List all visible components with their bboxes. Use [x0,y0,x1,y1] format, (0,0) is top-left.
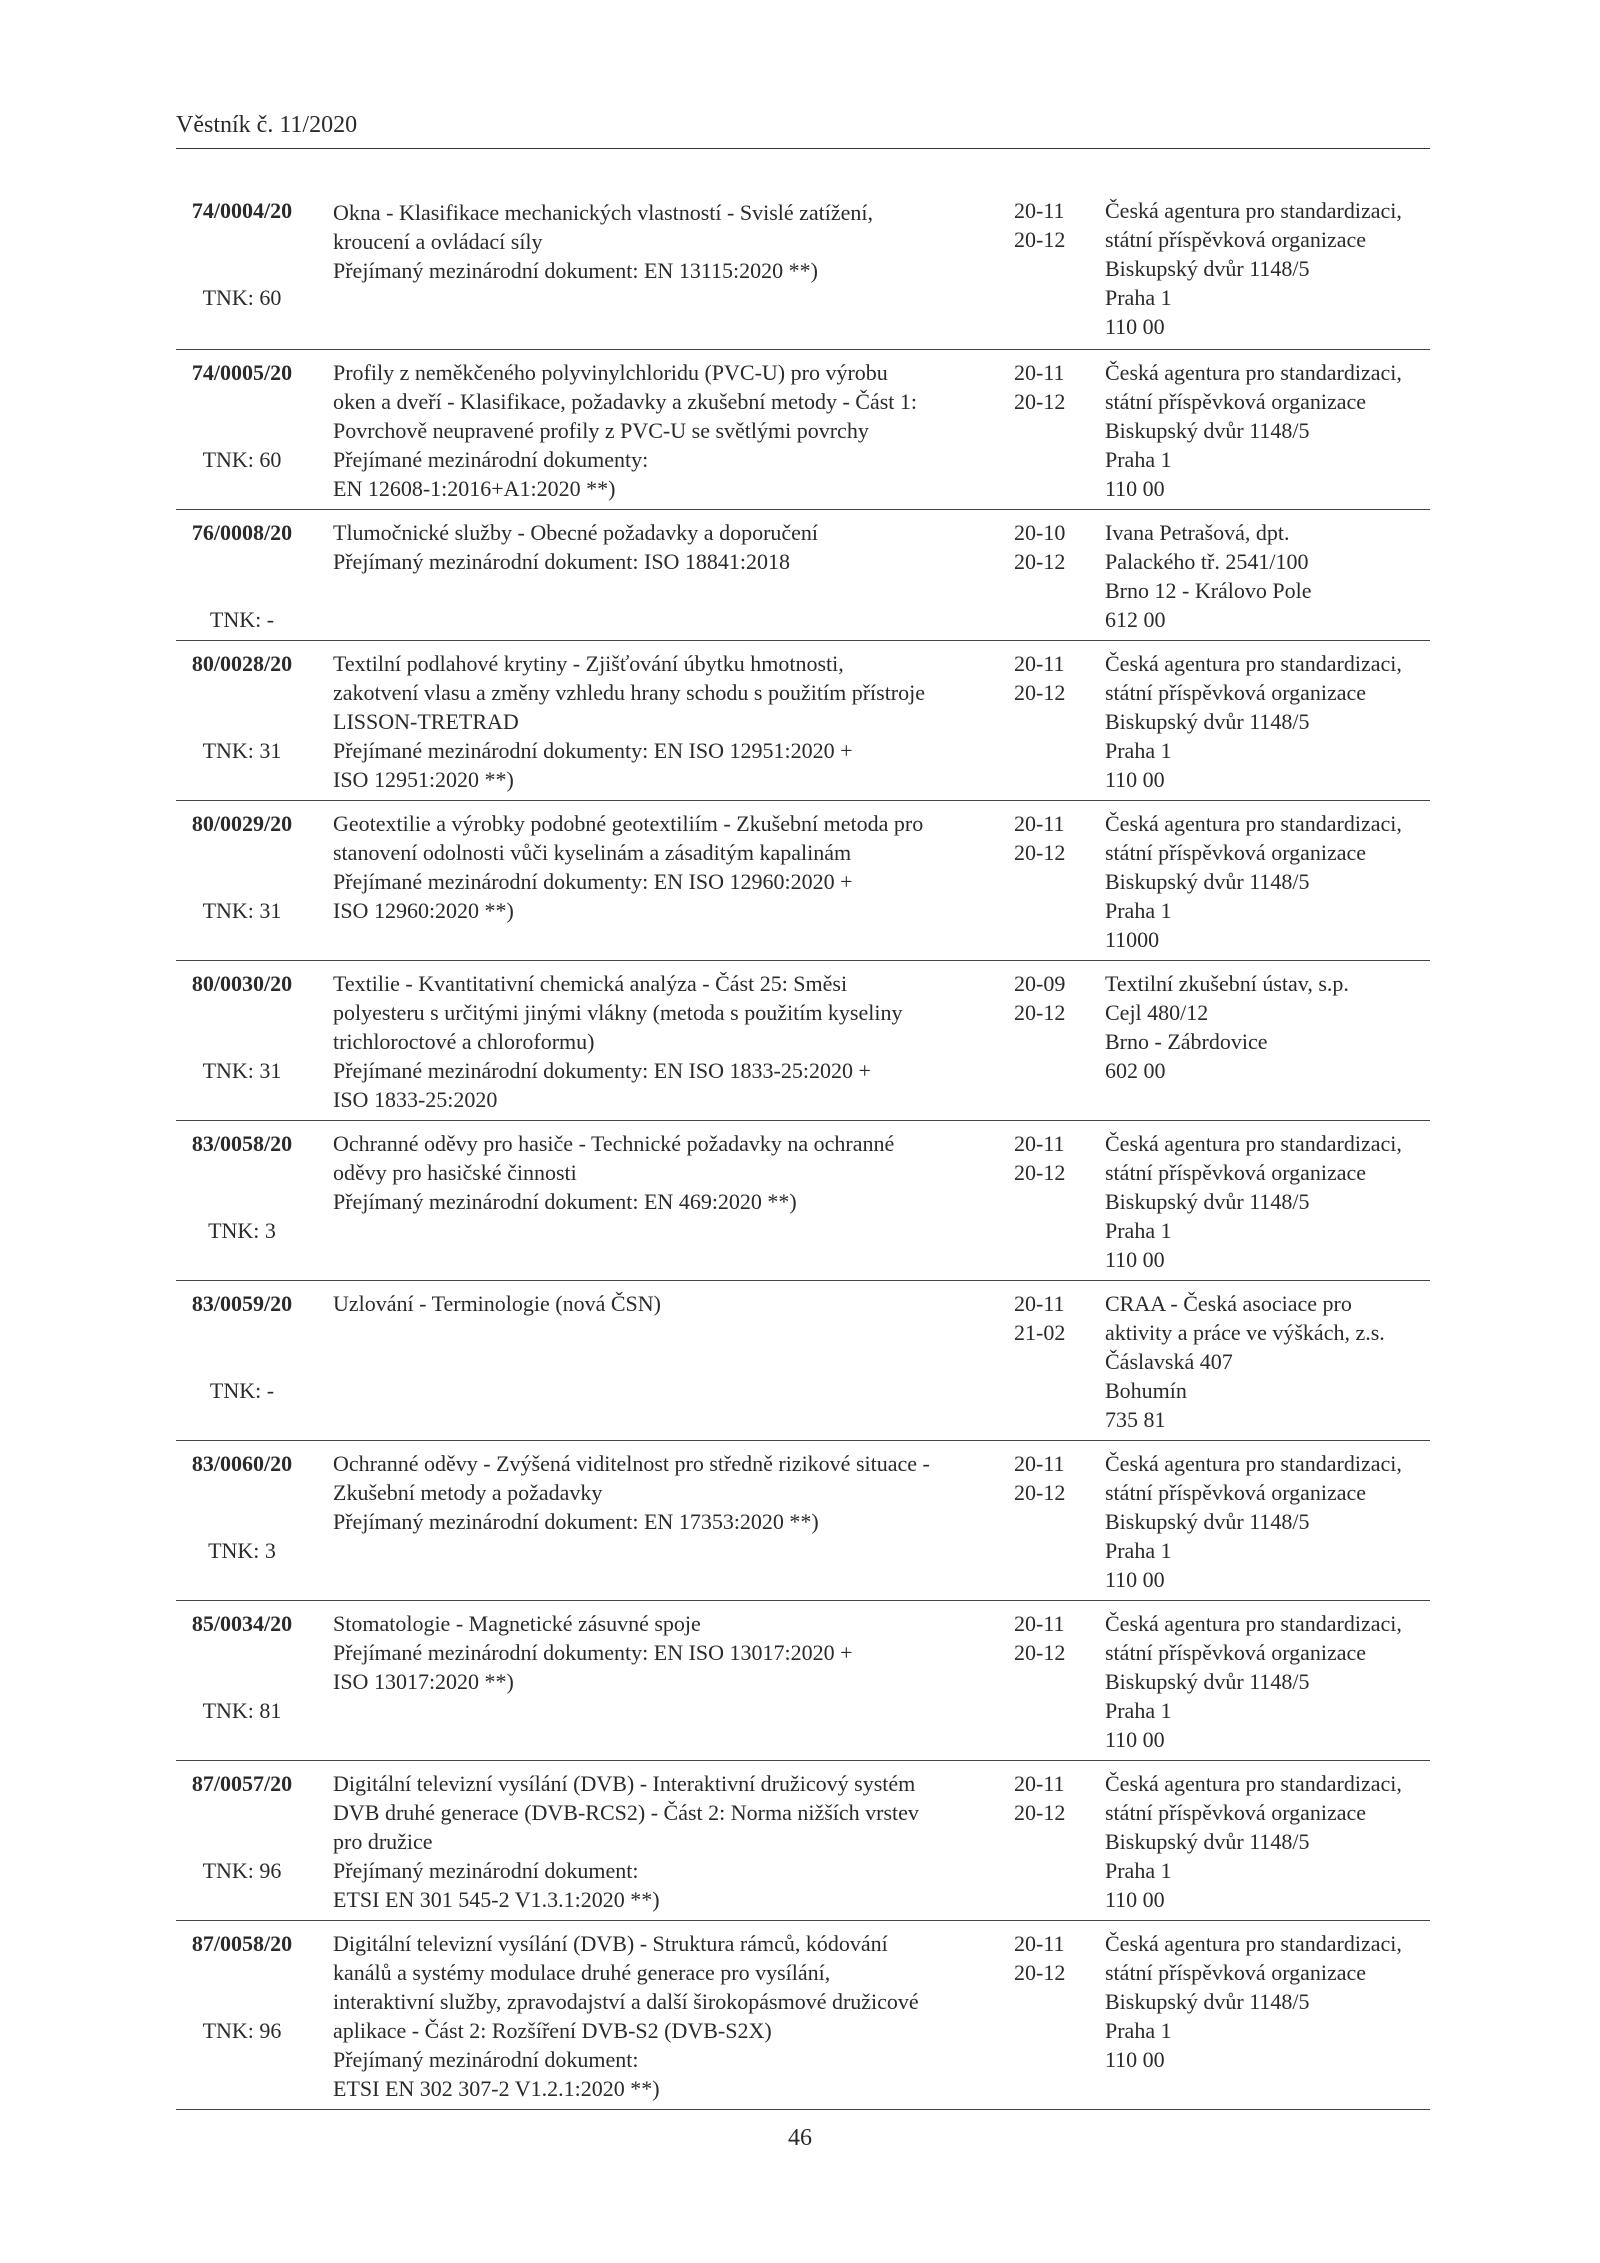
standard-id-cell [176,1769,308,1883]
standard-code: 83/0059/20 [191,1291,293,1316]
tnk-label: TNK: 31 [202,898,282,923]
address-line: Brno 12 - Královo Pole [1105,578,1312,603]
description-line: Přejímaný mezinárodní dokument: ISO 18841:2018 [333,549,791,574]
standard-description [333,1769,1023,1914]
journal-title: Věstník č. 11/2020 [176,112,358,138]
date-end: 20-12 [1014,389,1066,414]
description-line: polyesteru s určitými jinými vlákny (metoda s použitím kyseliny [333,1000,903,1025]
description-line: Uzlování - Terminologie (nová ČSN) [333,1291,661,1316]
standard-code: 76/0008/20 [191,520,293,545]
address-line: Biskupský dvůr 1148/5 [1105,1669,1310,1694]
tnk-label: TNK: 3 [208,1218,276,1243]
processor-address [1105,649,1435,794]
address-line: Praha 1 [1105,898,1172,923]
description-line: LISSON-TRETRAD [333,709,519,734]
address-line: Česká agentura pro standardizaci, [1105,651,1402,676]
table-row [176,1121,1430,1281]
standard-id-cell [176,649,308,763]
standard-code: 87/0058/20 [191,1931,293,1956]
tnk-label: TNK: 96 [202,1858,282,1883]
address-line: Biskupský dvůr 1148/5 [1105,1509,1310,1534]
date-start: 20-11 [1014,1771,1065,1796]
description-line: Geotextilie a výrobky podobné geotextiliím - Zkušební metoda pro [333,811,924,836]
processor-address [1105,1609,1435,1754]
date-start: 20-11 [1014,360,1065,385]
dates-cell [1014,1129,1094,1187]
date-start: 20-11 [1014,651,1065,676]
address-line: 11000 [1105,927,1160,952]
table-row [176,1761,1430,1921]
date-start: 20-11 [1014,1931,1065,1956]
address-line: Česká agentura pro standardizaci, [1105,1771,1402,1796]
tnk-label: TNK: 31 [202,738,282,763]
processor-address [1105,1289,1435,1434]
address-line: Biskupský dvůr 1148/5 [1105,1829,1310,1854]
page-number: 46 [788,2125,812,2151]
address-line: aktivity a práce ve výškách, z.s. [1105,1320,1385,1345]
dates-cell [1014,969,1094,1027]
standard-description [333,358,1023,503]
standard-id-cell [176,1929,308,2043]
tnk-label: TNK: 60 [202,285,282,310]
standard-code: 74/0004/20 [191,198,293,223]
description-line: ISO 1833-25:2020 [333,1087,498,1112]
description-line: Přejímaný mezinárodní dokument: EN 17353:2020 **) [333,1509,819,1534]
address-line: 612 00 [1105,607,1166,632]
address-line: Praha 1 [1105,285,1172,310]
date-end: 20-12 [1014,549,1066,574]
tnk-label: TNK: 3 [208,1538,276,1563]
processor-address [1105,809,1435,954]
dates-cell [1014,1289,1094,1347]
address-line: státní příspěvková organizace [1105,1960,1367,1985]
dates-cell [1014,1929,1094,1987]
date-end: 20-12 [1014,840,1066,865]
description-line: kanálů a systémy modulace druhé generace pro vysílání, [333,1960,831,1985]
standard-code: 74/0005/20 [191,360,293,385]
date-start: 20-11 [1014,1131,1065,1156]
date-end: 20-12 [1014,1800,1066,1825]
table-row [176,350,1430,510]
address-line: Čáslavská 407 [1105,1349,1233,1374]
description-line: Ochranné oděvy pro hasiče - Technické požadavky na ochranné [333,1131,895,1156]
description-line: aplikace - Část 2: Rozšíření DVB-S2 (DVB-S2X) [333,2018,772,2043]
processor-address [1105,1449,1435,1594]
address-line: Palackého tř. 2541/100 [1105,549,1309,574]
description-line: Přejímané mezinárodní dokumenty: [333,447,649,472]
processor-address [1105,1769,1435,1914]
description-line: Tlumočnické služby - Obecné požadavky a doporučení [333,520,819,545]
date-end: 20-12 [1014,1960,1066,1985]
address-line: Česká agentura pro standardizaci, [1105,1131,1402,1156]
standard-id-cell [176,196,308,310]
tnk-label: TNK: 81 [202,1698,282,1723]
description-line: interaktivní služby, zpravodajství a další širokopásmové družicové [333,1989,919,2014]
processor-address [1105,1929,1435,2074]
standard-description [333,969,1023,1114]
address-line: CRAA - Česká asociace pro [1105,1291,1352,1316]
description-line: ISO 12951:2020 **) [333,767,514,792]
date-start: 20-11 [1014,198,1065,223]
address-line: Biskupský dvůr 1148/5 [1105,418,1310,443]
standard-id-cell [176,1449,308,1563]
description-line: oken a dveří - Klasifikace, požadavky a zkušební metody - Část 1: [333,389,918,414]
dates-cell [1014,649,1094,707]
description-line: oděvy pro hasičské činnosti [333,1160,577,1185]
table-row [176,641,1430,801]
address-line: 735 81 [1105,1407,1166,1432]
address-line: státní příspěvková organizace [1105,227,1367,252]
address-line: 110 00 [1105,476,1165,501]
address-line: státní příspěvková organizace [1105,1160,1367,1185]
description-line: EN 12608-1:2016+A1:2020 **) [333,476,616,501]
table-row [176,1281,1430,1441]
dates-cell [1014,196,1094,254]
address-line: Biskupský dvůr 1148/5 [1105,709,1310,734]
dates-cell [1014,1769,1094,1827]
address-line: státní příspěvková organizace [1105,1800,1367,1825]
tnk-label: TNK: - [209,1378,275,1403]
description-line: Textilní podlahové krytiny - Zjišťování úbytku hmotnosti, [333,651,844,676]
table-row [176,1921,1430,2110]
table-row [176,1601,1430,1761]
standard-code: 87/0057/20 [191,1771,293,1796]
tnk-label: TNK: 96 [202,2018,282,2043]
description-line: Stomatologie - Magnetické zásuvné spoje [333,1611,701,1636]
description-line: DVB druhé generace (DVB-RCS2) - Část 2: Norma nižších vrstev [333,1800,919,1825]
processor-address [1105,969,1435,1085]
table-row [176,188,1430,350]
address-line: Česká agentura pro standardizaci, [1105,1611,1402,1636]
address-line: Ivana Petrašová, dpt. [1105,520,1290,545]
description-line: Digitální televizní vysílání (DVB) - Struktura rámců, kódování [333,1931,888,1956]
address-line: Cejl 480/12 [1105,1000,1209,1025]
processor-address [1105,1129,1435,1274]
description-line: pro družice [333,1829,433,1854]
standards-table [176,188,1430,2110]
dates-cell [1014,358,1094,416]
description-line: Ochranné oděvy - Zvýšená viditelnost pro středně rizikové situace - [333,1451,930,1476]
standard-description [333,1289,1023,1434]
address-line: 602 00 [1105,1058,1166,1083]
address-line: státní příspěvková organizace [1105,680,1367,705]
description-line: trichloroctové a chloroformu) [333,1029,595,1054]
standard-id-cell [176,969,308,1083]
date-start: 20-11 [1014,1451,1065,1476]
address-line: Praha 1 [1105,2018,1172,2043]
date-end: 20-12 [1014,680,1066,705]
address-line: státní příspěvková organizace [1105,840,1367,865]
description-line: Přejímané mezinárodní dokumenty: EN ISO 12960:2020 + [333,869,853,894]
date-start: 20-09 [1014,971,1066,996]
date-start: 20-10 [1014,520,1066,545]
date-end: 21-02 [1014,1320,1066,1345]
standard-description [333,1129,1023,1274]
date-end: 20-12 [1014,1640,1066,1665]
date-end: 20-12 [1014,1480,1066,1505]
table-row [176,1441,1430,1601]
dates-cell [1014,518,1094,576]
description-line: Přejímané mezinárodní dokumenty: EN ISO 13017:2020 + [333,1640,853,1665]
standard-code: 85/0034/20 [191,1611,293,1636]
address-line: státní příspěvková organizace [1105,1640,1367,1665]
date-start: 20-11 [1014,1611,1065,1636]
tnk-label: TNK: - [209,607,275,632]
description-line: ISO 13017:2020 **) [333,1669,514,1694]
description-line: ETSI EN 302 307-2 V1.2.1:2020 **) [333,2076,660,2101]
standard-id-cell [176,358,308,472]
standard-description [333,649,1023,794]
address-line: státní příspěvková organizace [1105,1480,1367,1505]
address-line: Česká agentura pro standardizaci, [1105,1451,1402,1476]
description-line: Digitální televizní vysílání (DVB) - Interaktivní družicový systém [333,1771,916,1796]
dates-cell [1014,809,1094,867]
description-line: ETSI EN 301 545-2 V1.3.1:2020 **) [333,1887,660,1912]
standard-description [333,198,1023,343]
address-line: Brno - Zábrdovice [1105,1029,1268,1054]
date-start: 20-11 [1014,1291,1065,1316]
standard-description [333,1929,1023,2103]
description-line: Přejímané mezinárodní dokumenty: EN ISO 1833-25:2020 + [333,1058,871,1083]
page-header [176,112,1430,149]
description-line: Přejímaný mezinárodní dokument: [333,1858,639,1883]
address-line: 110 00 [1105,2047,1165,2072]
processor-address [1105,358,1435,503]
address-line: státní příspěvková organizace [1105,389,1367,414]
description-line: ISO 12960:2020 **) [333,898,514,923]
standard-id-cell [176,1129,308,1243]
address-line: Biskupský dvůr 1148/5 [1105,1989,1310,2014]
date-end: 20-12 [1014,227,1066,252]
tnk-label: TNK: 60 [202,447,282,472]
description-line: Přejímaný mezinárodní dokument: [333,2047,639,2072]
standard-code: 80/0029/20 [191,811,293,836]
address-line: Biskupský dvůr 1148/5 [1105,256,1310,281]
standard-description [333,809,1023,954]
description-line: Okna - Klasifikace mechanických vlastností - Svislé zatížení, [333,200,874,225]
standard-description [333,1449,1023,1594]
address-line: Česká agentura pro standardizaci, [1105,1931,1402,1956]
description-line: Přejímané mezinárodní dokumenty: EN ISO 12951:2020 + [333,738,853,763]
address-line: Praha 1 [1105,1698,1172,1723]
address-line: 110 00 [1105,767,1165,792]
address-line: Textilní zkušební ústav, s.p. [1105,971,1349,996]
address-line: Česká agentura pro standardizaci, [1105,198,1402,223]
address-line: Biskupský dvůr 1148/5 [1105,1189,1310,1214]
address-line: 110 00 [1105,1567,1165,1592]
address-line: Česká agentura pro standardizaci, [1105,360,1402,385]
address-line: Praha 1 [1105,447,1172,472]
description-line: Zkušební metody a požadavky [333,1480,603,1505]
processor-address [1105,518,1435,634]
description-line: stanovení odolnosti vůči kyselinám a zásaditým kapalinám [333,840,852,865]
date-end: 20-12 [1014,1000,1066,1025]
standard-id-cell [176,809,308,923]
standard-description [333,518,1023,634]
address-line: Praha 1 [1105,1858,1172,1883]
table-row [176,961,1430,1121]
address-line: Bohumín [1105,1378,1187,1403]
table-row [176,801,1430,961]
processor-address [1105,196,1435,341]
address-line: 110 00 [1105,314,1165,339]
dates-cell [1014,1449,1094,1507]
address-line: Česká agentura pro standardizaci, [1105,811,1402,836]
address-line: Biskupský dvůr 1148/5 [1105,869,1310,894]
table-row [176,510,1430,641]
address-line: 110 00 [1105,1247,1165,1272]
address-line: Praha 1 [1105,738,1172,763]
standard-id-cell [176,1289,308,1403]
standard-id-cell [176,1609,308,1723]
description-line: Povrchově neupravené profily z PVC-U se světlými povrchy [333,418,869,443]
date-start: 20-11 [1014,811,1065,836]
dates-cell [1014,1609,1094,1667]
description-line: zakotvení vlasu a změny vzhledu hrany schodu s použitím přístroje [333,680,926,705]
address-line: 110 00 [1105,1727,1165,1752]
standard-code: 80/0030/20 [191,971,293,996]
description-line: Přejímaný mezinárodní dokument: EN 469:2020 **) [333,1189,797,1214]
standard-code: 80/0028/20 [191,651,293,676]
address-line: Praha 1 [1105,1538,1172,1563]
description-line: kroucení a ovládací síly [333,229,543,254]
standard-code: 83/0060/20 [191,1451,293,1476]
standard-code: 83/0058/20 [191,1131,293,1156]
address-line: 110 00 [1105,1887,1165,1912]
standard-description [333,1609,1023,1754]
tnk-label: TNK: 31 [202,1058,282,1083]
standard-id-cell [176,518,308,632]
date-end: 20-12 [1014,1160,1066,1185]
description-line: Přejímaný mezinárodní dokument: EN 13115:2020 **) [333,258,818,283]
description-line: Textilie - Kvantitativní chemická analýza - Část 25: Směsi [333,971,848,996]
description-line: Profily z neměkčeného polyvinylchloridu (PVC-U) pro výrobu [333,360,888,385]
address-line: Praha 1 [1105,1218,1172,1243]
